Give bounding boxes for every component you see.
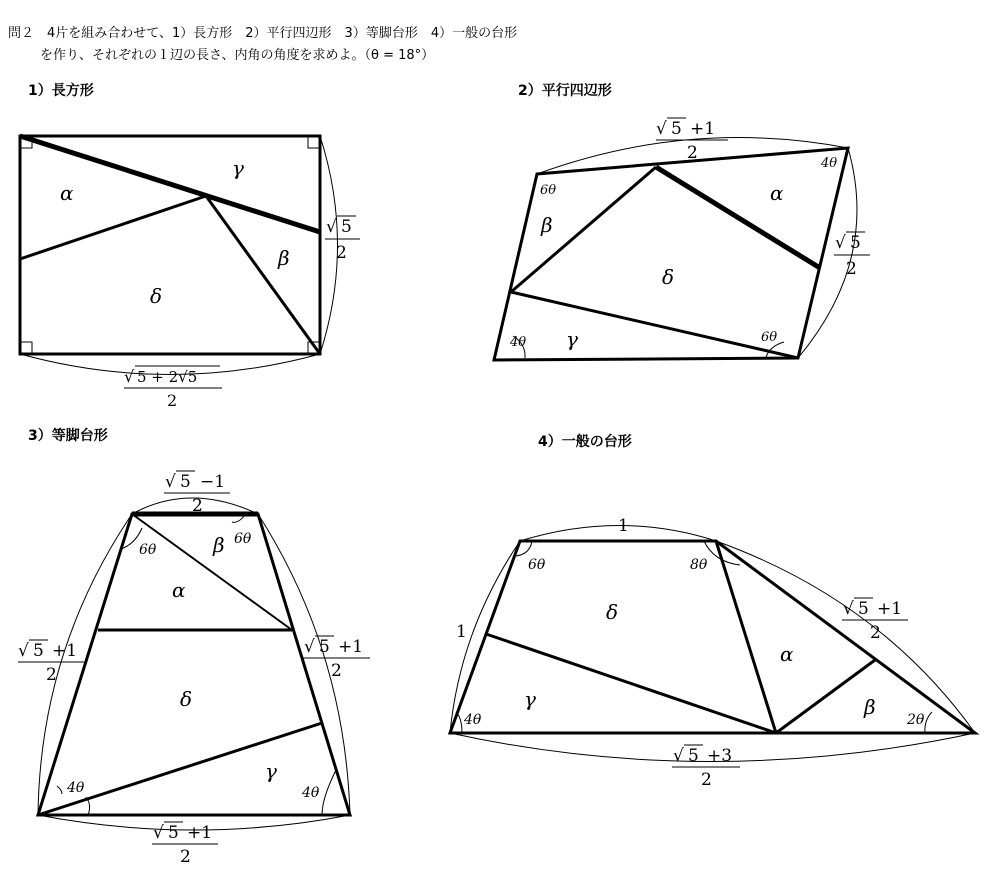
piece-label-gamma: γ bbox=[265, 759, 277, 783]
piece-label-gamma: γ bbox=[566, 327, 578, 351]
dimension-arc bbox=[320, 136, 338, 354]
trapezoid-cut bbox=[38, 723, 322, 815]
angle-label: 4θ bbox=[302, 785, 320, 801]
piece-label-alpha: α bbox=[770, 181, 784, 205]
denominator: 2 bbox=[192, 496, 203, 516]
rectangle-cut-right bbox=[206, 196, 320, 354]
angle-label: 4θ bbox=[67, 780, 85, 796]
denominator: 2 bbox=[701, 770, 712, 790]
angle-label: 6θ bbox=[234, 531, 252, 547]
trapezoid-cut bbox=[716, 541, 776, 733]
sqrt-sign: √ bbox=[165, 472, 176, 492]
radicand: 5 + 2√5 bbox=[137, 368, 198, 386]
length-label-one: 1 bbox=[456, 622, 467, 642]
trapezoid-cut bbox=[486, 634, 776, 733]
denominator: 2 bbox=[846, 259, 857, 279]
piece-label-beta: β bbox=[864, 695, 876, 719]
section-title-parallelogram: 2）平行四辺形 bbox=[518, 83, 612, 99]
plus-term: +3 bbox=[707, 746, 733, 766]
section-title-isosceles-trapezoid: 3）等脚台形 bbox=[28, 428, 108, 444]
radicand: 5 bbox=[671, 119, 682, 139]
length-label-one: 1 bbox=[618, 516, 629, 536]
denominator: 2 bbox=[870, 623, 881, 643]
isosceles-trapezoid-labels bbox=[18, 471, 370, 867]
sqrt-sign: √ bbox=[326, 217, 337, 237]
angle-arc bbox=[322, 770, 336, 815]
radicand: 5 bbox=[858, 599, 869, 619]
right-angle-mark bbox=[20, 342, 32, 354]
plus-term: +1 bbox=[187, 823, 213, 843]
sqrt-sign: √ bbox=[843, 599, 854, 619]
angle-label: 6θ bbox=[528, 557, 546, 573]
angle-arc bbox=[925, 712, 932, 733]
sqrt-sign: √ bbox=[153, 823, 164, 843]
denominator: 2 bbox=[180, 847, 191, 867]
length-label-sqrt5-plus-1-over-2 bbox=[303, 636, 370, 681]
section-title-general-trapezoid: 4）一般の台形 bbox=[538, 434, 632, 450]
piece-label-alpha: α bbox=[780, 642, 794, 666]
sqrt-sign: √ bbox=[835, 233, 846, 253]
piece-label-beta: β bbox=[278, 246, 290, 270]
sqrt-sign: √ bbox=[656, 119, 667, 139]
piece-label-beta: β bbox=[541, 213, 553, 237]
sqrt-sign: √ bbox=[18, 641, 29, 661]
radicand: 5 bbox=[180, 472, 191, 492]
denominator: 2 bbox=[167, 391, 178, 410]
length-label-sqrt5-plus-1-over-2 bbox=[842, 598, 908, 643]
parallelogram-cut bbox=[511, 292, 798, 358]
length-label-sqrt5-minus-1-over-2 bbox=[164, 471, 230, 516]
piece-label-alpha: α bbox=[172, 578, 186, 602]
sqrt-sign: √ bbox=[673, 746, 684, 766]
trapezoid-cut bbox=[776, 660, 875, 733]
length-label-sqrt5-plus-1-over-2 bbox=[18, 640, 84, 685]
piece-label-delta: δ bbox=[180, 687, 193, 711]
length-label-sqrt5-over-2 bbox=[834, 232, 870, 279]
angle-label: 4θ bbox=[510, 335, 527, 350]
plus-term: +1 bbox=[690, 119, 716, 139]
section-title-rectangle: 1）長方形 bbox=[28, 83, 94, 99]
rectangle-labels bbox=[60, 156, 360, 410]
piece-label-beta: β bbox=[213, 533, 225, 557]
radicand: 5 bbox=[850, 233, 861, 253]
sqrt-sign: √ bbox=[304, 637, 315, 657]
piece-label-gamma: γ bbox=[232, 156, 244, 180]
angle-label: 6θ bbox=[139, 542, 157, 558]
problem-statement-line1: 問２ 4片を組み合わせて、1）長方形 2）平行四辺形 3）等脚台形 4）一般の台形 bbox=[8, 26, 518, 41]
parallelogram-figure bbox=[494, 138, 857, 360]
minus-term: −1 bbox=[200, 472, 226, 492]
radicand: 5 bbox=[688, 746, 699, 766]
angle-label: 6θ bbox=[540, 183, 557, 198]
plus-term: +1 bbox=[52, 641, 78, 661]
length-label-sqrt5-plus-1-over-2 bbox=[656, 118, 728, 163]
plus-term: +1 bbox=[338, 637, 364, 657]
length-label-sqrt5-over-2 bbox=[325, 216, 360, 263]
angle-label: 6θ bbox=[761, 330, 778, 345]
piece-label-delta: δ bbox=[606, 600, 619, 624]
angle-label: 8θ bbox=[690, 557, 708, 573]
plus-term: +1 bbox=[877, 599, 903, 619]
radicand: 5 bbox=[33, 641, 44, 661]
piece-label-gamma: γ bbox=[524, 687, 536, 711]
length-label-sqrt-5-plus-2sqrt5-over-2 bbox=[124, 366, 222, 410]
length-label-sqrt5-plus-3-over-2 bbox=[672, 745, 740, 790]
parallelogram-cut bbox=[656, 167, 820, 268]
parallelogram-labels bbox=[509, 118, 870, 351]
general-trapezoid-labels bbox=[456, 516, 925, 790]
problem-statement-line2: を作り、それぞれの１辺の長さ、内角の角度を求めよ。（θ = 18°） bbox=[40, 48, 435, 63]
isosceles-trapezoid-figure bbox=[38, 498, 350, 830]
angle-label: 2θ bbox=[907, 712, 925, 728]
piece-label-delta: δ bbox=[662, 265, 675, 289]
angle-arc bbox=[57, 786, 62, 794]
radicand: 5 bbox=[168, 823, 179, 843]
denominator: 2 bbox=[331, 661, 342, 681]
rectangle-cut-left bbox=[20, 196, 206, 259]
denominator: 2 bbox=[687, 143, 698, 163]
piece-label-alpha: α bbox=[60, 181, 74, 205]
angle-label: 4θ bbox=[464, 712, 482, 728]
radicand: 5 bbox=[341, 217, 352, 237]
rectangle-figure bbox=[20, 136, 338, 375]
trapezoid-cut bbox=[132, 514, 292, 630]
sqrt-sign: √ bbox=[124, 367, 135, 386]
piece-label-delta: δ bbox=[150, 284, 163, 308]
length-label-sqrt5-plus-1-over-2 bbox=[152, 822, 218, 867]
denominator: 2 bbox=[336, 243, 347, 263]
denominator: 2 bbox=[46, 665, 57, 685]
right-angle-mark bbox=[308, 136, 320, 148]
angle-label: 4θ bbox=[821, 156, 838, 171]
radicand: 5 bbox=[319, 637, 330, 657]
